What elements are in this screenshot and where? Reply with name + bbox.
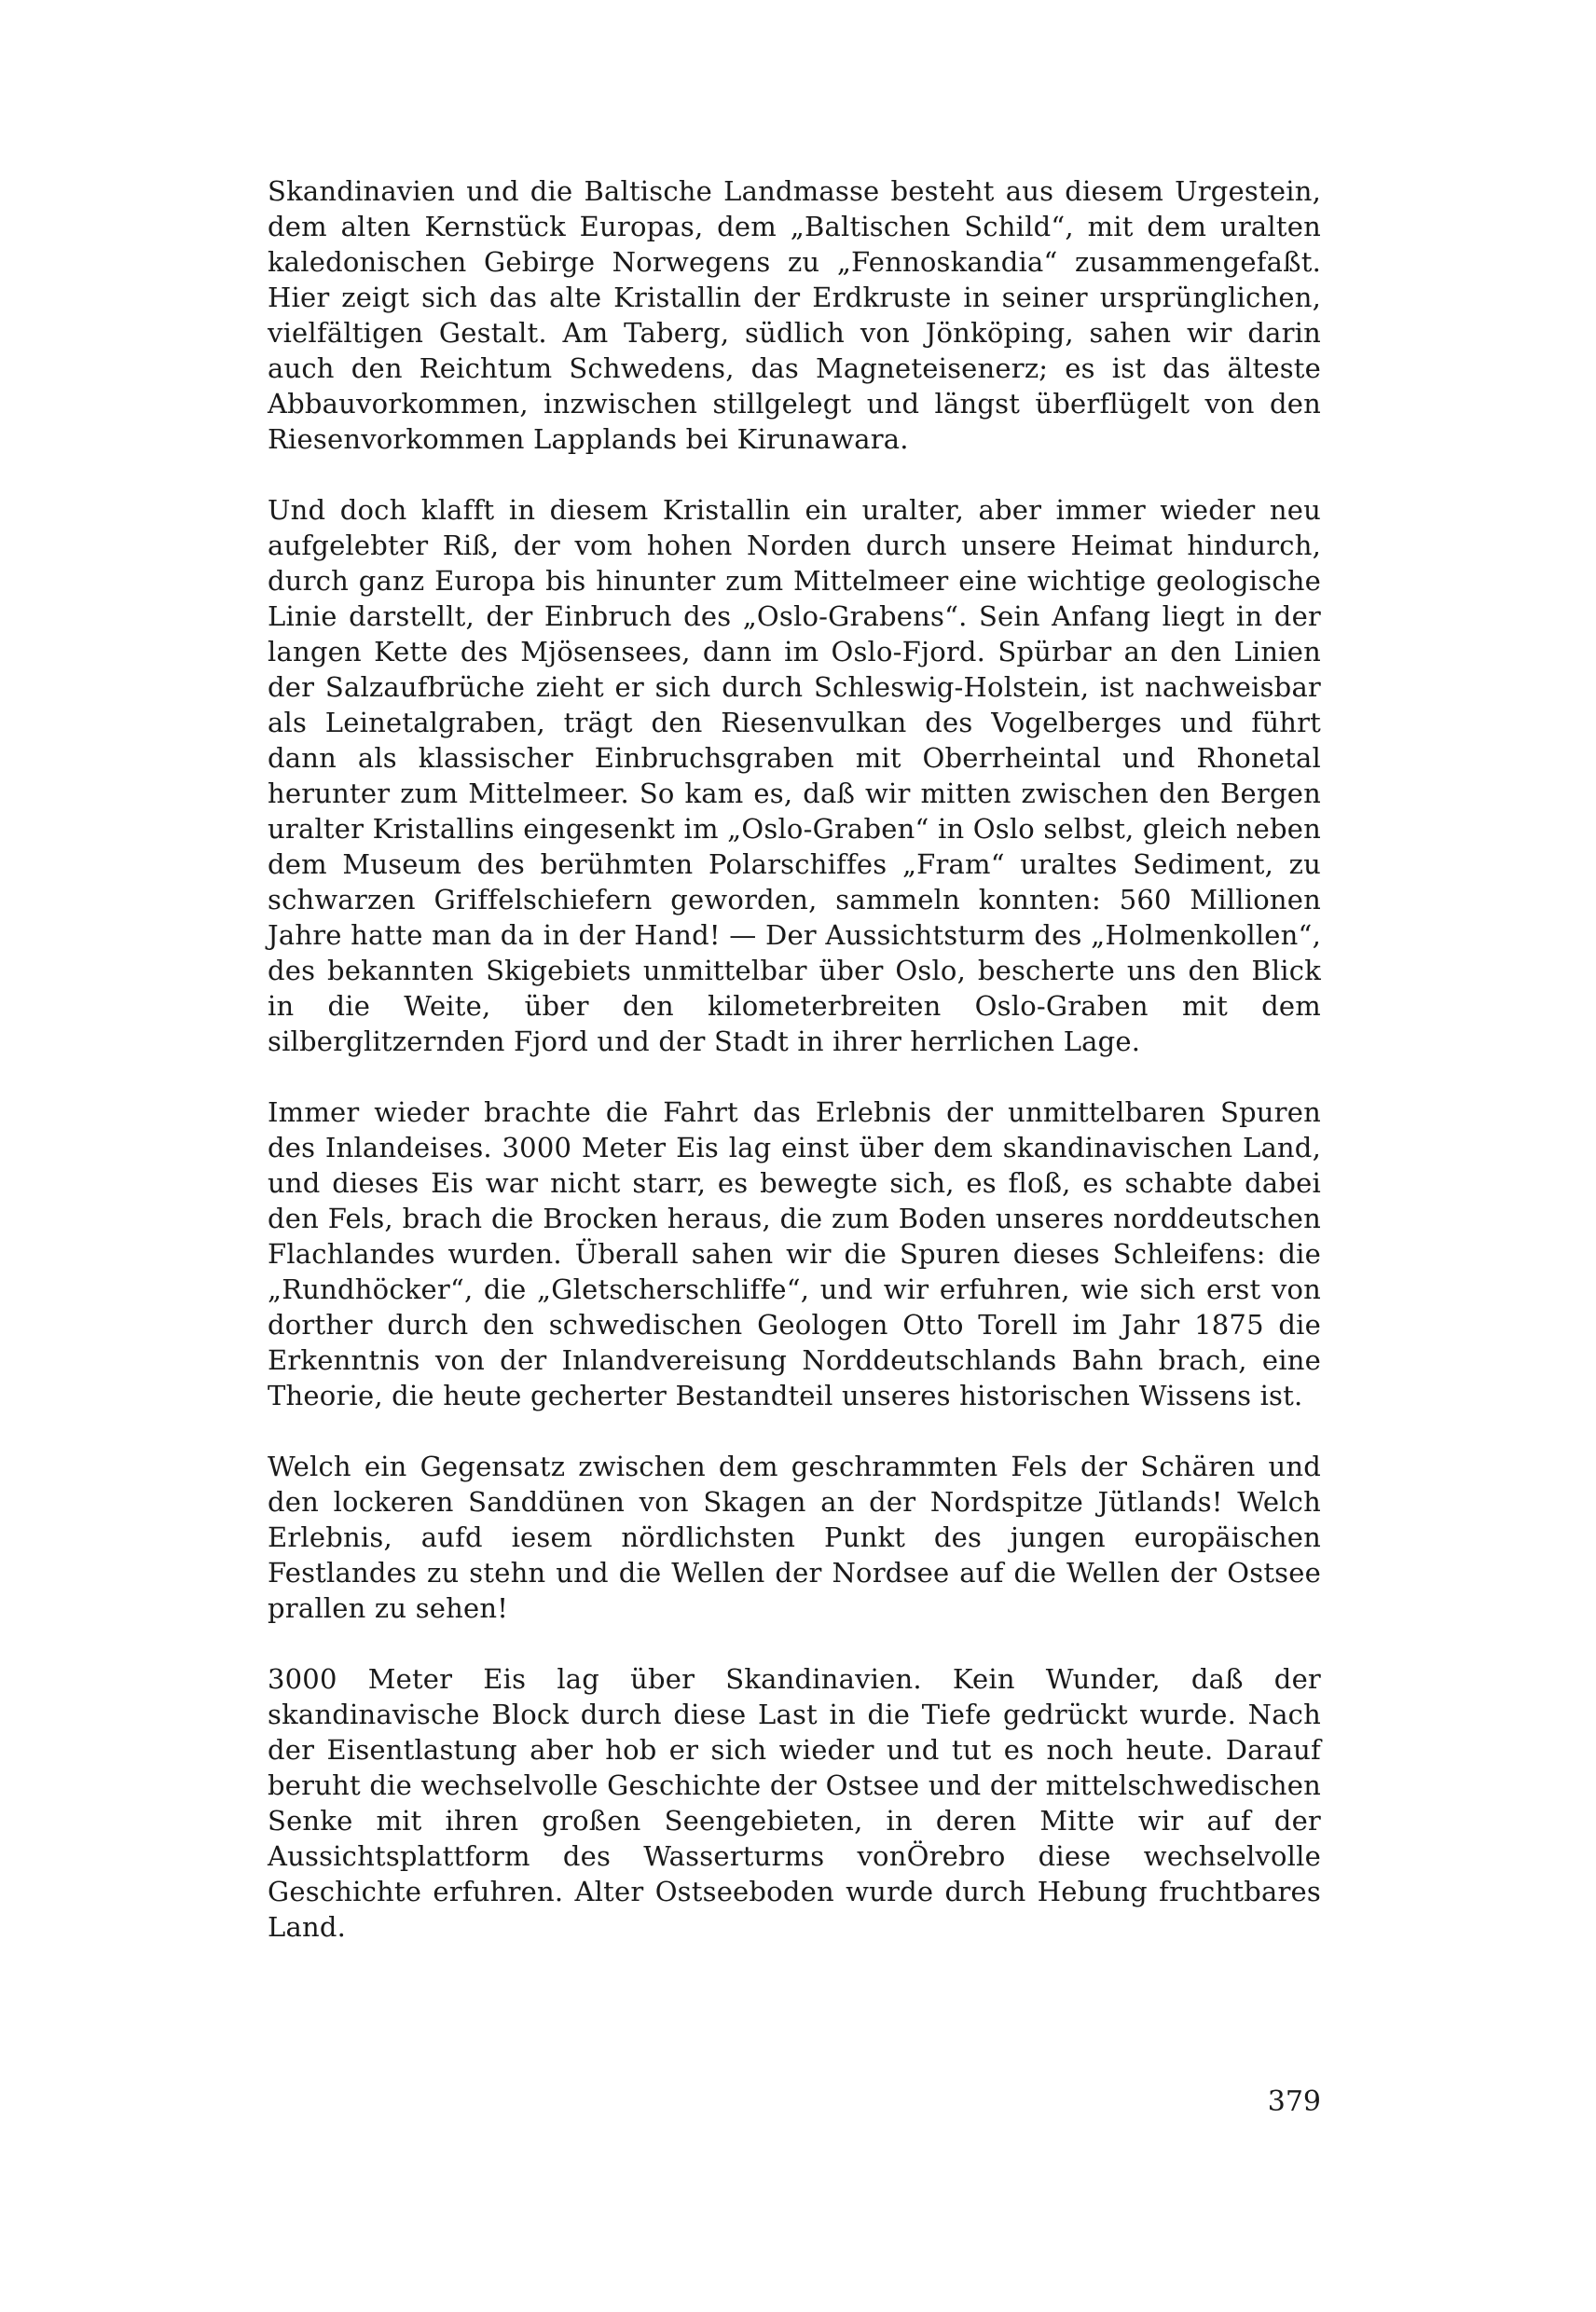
body-text [268, 173, 1321, 1945]
paragraph-5: 3000 Meter Eis lag über Skandinavien. Kein Wunder, daß der skandinavische Block durch diese Last in die Tiefe gedrückt wurde. Nach der Eisentlastung aber hob er sich wieder und tut es noch heute. Darauf beruht die wechselvolle Geschichte der Ostsee und der mittelschwedischen Senke mit ihren großen Seengebieten, in deren Mitte wir auf der Aussichtsplattform des Wasserturms vonÖrebro diese wechselvolle Geschichte erfuhren. Alter Ostseeboden wurde durch Hebung fruchtbares Land. [268, 1663, 1321, 1943]
paragraph-1: Skandinavien und die Baltische Landmasse besteht aus diesem Urgestein, dem alten Kernstück Europas, dem „Baltischen Schild“, mit dem uralten kaledonischen Gebirge Norwegens zu „Fennoskandia“ zusammengefaßt. Hier zeigt sich das alte Kristallin der Erdkruste in seiner ursprünglichen, vielfältigen Gestalt. Am Taberg, südlich von Jönköping, sahen wir darin auch den Reichtum Schwedens, das Magneteisenerz; es ist das älteste Abbauvorkommen, inzwischen stillgelegt und längst überflügelt von den Riesenvorkommen Lapplands bei Kirunawara. [268, 175, 1321, 455]
paragraph-2: Und doch klafft in diesem Kristallin ein uralter, aber immer wieder neu aufgelebter Riß, der vom hohen Norden durch unsere Heimat hindurch, durch ganz Europa bis hinunter zum Mittelmeer eine wichtige geologische Linie darstellt, der Einbruch des „Oslo-Grabens“. Sein Anfang liegt in der langen Kette des Mjösensees, dann im Oslo-Fjord. Spürbar an den Linien der Salzaufbrüche zieht er sich durch Schleswig-Holstein, ist nachweisbar als Leinetalgraben, trägt den Riesenvulkan des Vogelberges und führt dann als klassischer Einbruchsgraben mit Oberrheintal und Rhonetal herunter zum Mittelmeer. So kam es, daß wir mitten zwischen den Bergen uralter Kristallins eingesenkt im „Oslo-Graben“ in Oslo selbst, gleich neben dem Museum des berühmten Polarschiffes „Fram“ uraltes Sediment, zu schwarzen Griffelschiefern geworden, sammeln konnten: 560 Millionen Jahre hatte man da in der Hand! — Der Aussichtsturm des „Holmenkollen“, des bekannten Skigebiets unmittelbar über Oslo, bescherte uns den Blick in die Weite, über den kilometerbreiten Oslo-Graben mit dem silberglitzernden Fjord und der Stadt in ihrer herrlichen Lage. [268, 494, 1321, 1057]
paragraph-4: Welch ein Gegensatz zwischen dem geschrammten Fels der Schären und den lockeren Sanddünen von Skagen an der Nordspitze Jütlands! Welch Erlebnis, aufd iesem nördlichsten Punkt des jungen europäischen Festlandes zu stehn und die Wellen der Nordsee auf die Wellen der Ostsee prallen zu sehen! [268, 1451, 1321, 1624]
paragraph-3: Immer wieder brachte die Fahrt das Erlebnis der unmittelbaren Spuren des Inlandeises. 3000 Meter Eis lag einst über dem skandinavischen Land, und dieses Eis war nicht starr, es bewegte sich, es floß, es schabte dabei den Fels, brach die Brocken heraus, die zum Boden unseres norddeutschen Flachlandes wurden. Überall sahen wir die Spuren dieses Schleifens: die „Rundhöcker“, die „Gletscherschliffe“, und wir erfuhren, wie sich erst von dorther durch den schwedischen Geologen Otto Torell im Jahr 1875 die Erkenntnis von der Inlandvereisung Norddeutschlands Bahn brach, eine Theorie, die heute gecherter Bestandteil unseres historischen Wissens ist. [268, 1096, 1321, 1411]
page-number: 379 [1267, 2085, 1321, 2118]
